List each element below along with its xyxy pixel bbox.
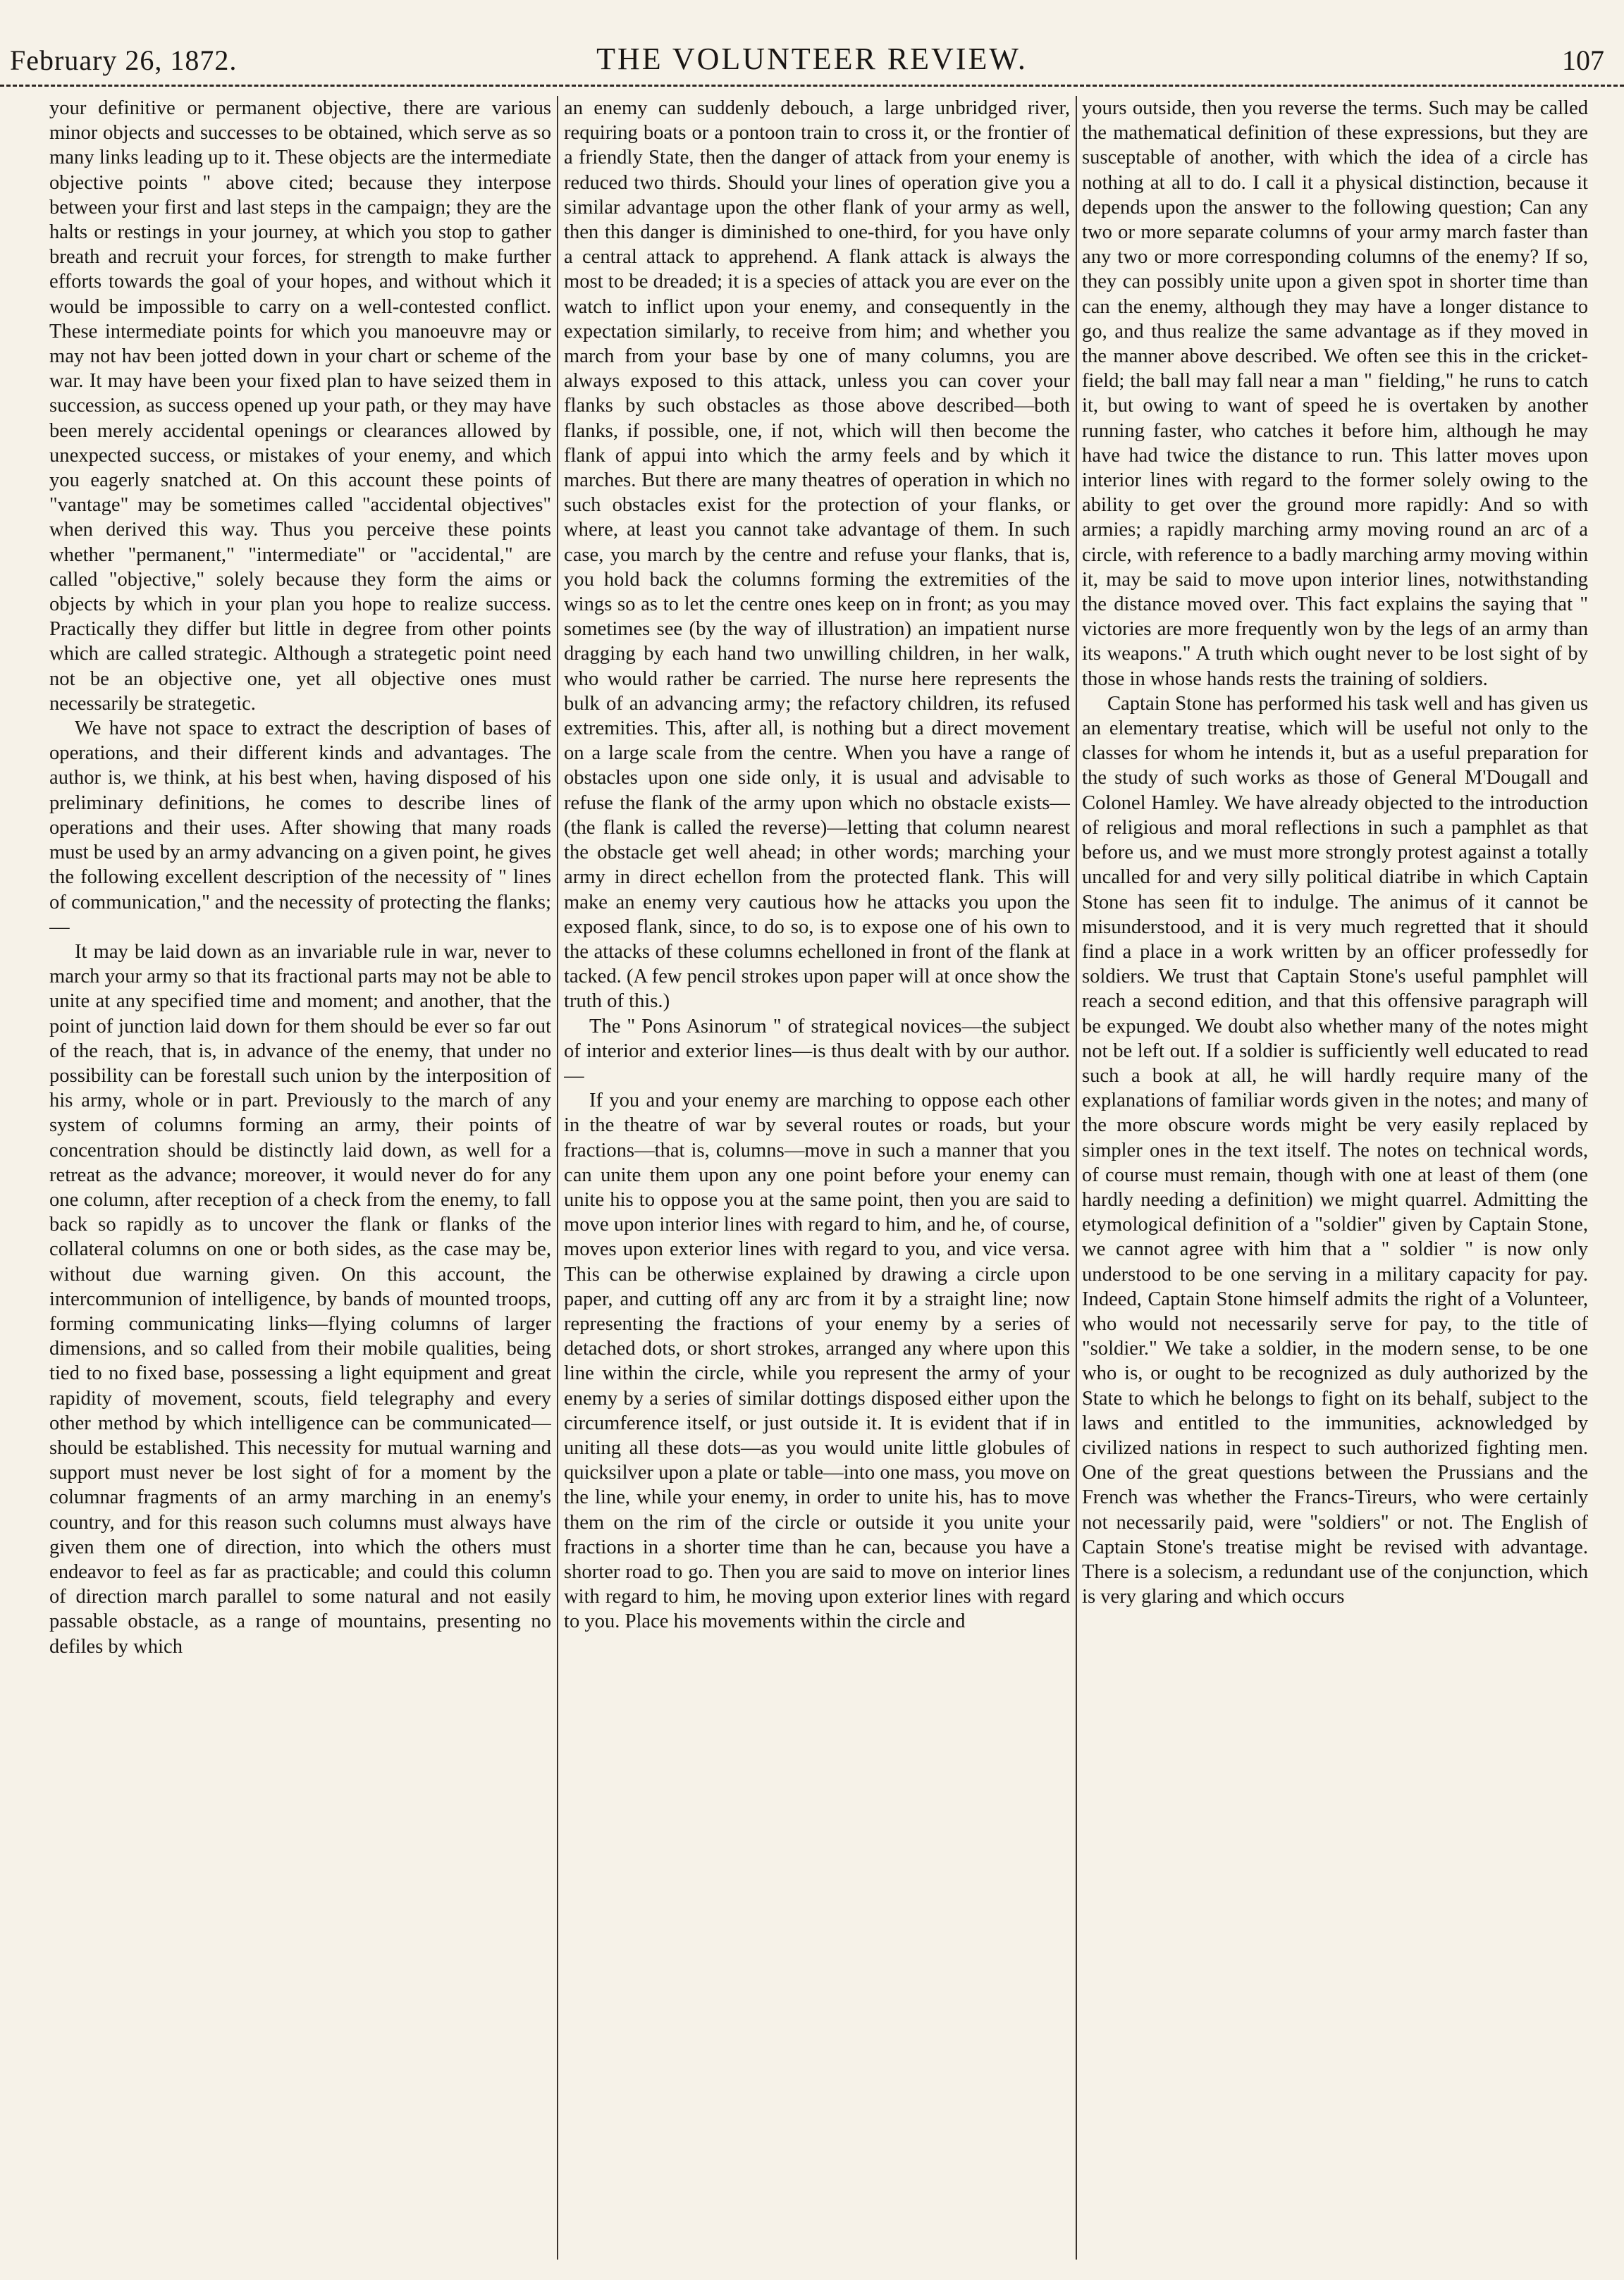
publication-title: THE VOLUNTEER REVIEW.	[596, 42, 1028, 76]
article-columns	[0, 96, 1624, 2260]
paragraph: your definitive or permanent objective, there are various minor objects and successes to be obtained, which serve as so many links leading up to it. These objects are the intermediate objective points " above cited; because they interpose between your first and last steps in the campaign; they are the halts or restings in your journey, at which you stop to gather breath and recruit your forces, for strength to make further efforts towards the goal of your hopes, and without which it would be impossible to carry on a well-contested conflict. These intermediate points for which you manoeuvre may or may not hav been jotted down in your chart or scheme of the war. It may have been your fixed plan to have seized them in succession, as success opened up your path, or they may have been merely accidental openings or clearances allowed by unexpected success, or mistakes of your enemy, and which you eagerly snatched at. On this account these points of "vantage" may be sometimes called "accidental objectives" when derived this way. Thus you perceive these points whether "permanent," "intermediate" or "accidental," are called "objective," solely because they form the aims or objects by which in your plan you hope to realize success. Practically they differ but little in degree from other points which are called strategic. Although a strategetic point need not be an objective one, yet all objective ones must necessarily be strategetic.	[49, 97, 551, 715]
column-divider	[557, 96, 558, 2260]
paragraph: The " Pons Asinorum " of strategical novices—the subject of interior and exterior lines—is thus dealt with by our author. —	[564, 1015, 1070, 1087]
paragraph: We have not space to extract the description of bases of operations, and their different kinds and advantages. The author is, we think, at his best when, having disposed of his preliminary definitions, he comes to describe lines of operations and their uses. After showing that many roads must be used by an army advancing on a given point, he gives the following excellent description of the necessity of " lines of communication," and the necessity of protecting the flanks;—	[49, 717, 551, 938]
column-divider	[1076, 96, 1077, 2260]
header-rule	[0, 85, 1624, 87]
page-header	[0, 31, 1624, 87]
column-3	[1082, 96, 1588, 2260]
column-2	[564, 96, 1070, 2260]
paragraph: an enemy can suddenly debouch, a large unbridged river, requiring boats or a pontoon train to cross it, or the frontier of a friendly State, then the danger of attack from your enemy is reduced two thirds. Should your lines of operation give you a similar advantage upon the other flank of your army as well, then this danger is diminished to one-third, for you have only a central attack to apprehend. A flank attack is always the most to be dreaded; it is a species of attack you are ever on the watch to inflict upon your enemy, and consequently in the expectation similarly, to receive from him; and whether you march from your base by one of many columns, you are always exposed to this attack, unless you can cover your flanks by such obstacles as those above described—both flanks, if possible, one, if not, which will then become the flank of appui into which the army feels and by which it marches. But there are many theatres of operation in which no such obstacles exist for the protection of your flanks, or where, at least you cannot take advantage of them. In such case, you march by the centre and refuse your flanks, that is, you hold back the columns forming the extremities of the wings so as to let the centre ones keep on in front; as you may sometimes see (by the way of illustration) an impatient nurse dragging by each hand two unwilling children, in her walk, who would rather be carried. The nurse here represents the bulk of an advancing army; the refactory children, its refused extremities. This, after all, is nothing but a direct movement on a large scale from the centre. When you have a range of obstacles upon one side only, it is usual and advisable to refuse the flank of the army upon which no obstacle exists—(the flank is called the reverse)—letting that column nearest the obstacle get well ahead; in other words; marching your army in direct echellon from the protected flank. This will make an enemy very cautious how he attacks you upon the exposed flank, since, to do so, is to expose one of his own to the attacks of these columns echelloned in front of the flank at tacked. (A few pencil strokes upon paper will at once show the truth of this.)	[564, 97, 1070, 1013]
issue-date: February 26, 1872.	[10, 44, 238, 76]
paragraph: Captain Stone has performed his task well and has given us an elementary treatise, which will be useful not only to the classes for whom he intends it, but as a useful preparation for the study of such works as those of General M'Dougall and Colonel Hamley. We have already objected to the introduction of religious and moral reflections in such a pamphlet as that before us, and we must more strongly protest against a totally uncalled for and very silly political diatribe in which Captain Stone has seen fit to indulge. The animus of it cannot be misunderstood, and it is very much regretted that it should find a place in a work written by an officer professedly for soldiers. We trust that Captain Stone's useful pamphlet will reach a second edition, and that this offensive paragraph will be expunged. We doubt also whether many of the notes might not be left out. If a soldier is sufficiently well educated to read such a book at all, he will hardly require many of the explanations of familiar words given in the notes; and many of the more obscure words might be very easily replaced by simpler ones in the text itself. The notes on technical words, of course must remain, though with one at least of them (one hardly needing a definition) we might quarrel. Admitting the etymological definition of a "soldier" given by Captain Stone, we cannot agree with him that a " soldier " is now only understood to be one serving in a military capacity for pay. Indeed, Captain Stone himself admits the right of a Volunteer, who would not necessarily serve for pay, to the title of "soldier." We take a soldier, in the modern sense, to be one who is, or ought to be recognized as duly authorized by the State to which he belongs to fight on its behalf, subject to the laws and entitled to the immunities, acknowledged by civilized nations in respect to such authorized fighting men. One of the great questions between the Prussians and the French was whether the Francs-Tireurs, who were certainly not necessarily paid, were "soldiers" or not. The English of Captain Stone's treatise might be revised with advantage. There is a solecism, a redundant use of the conjunction, which is very glaring and which occurs	[1082, 692, 1588, 1608]
quoted-paragraph: If you and your enemy are marching to oppose each other in the theatre of war by several routes or roads, but your fractions—that is, columns—move in such a manner that you can unite them upon any one point before your enemy can unite his to oppose you at the same point, then you are said to move upon interior lines with regard to him, and he, of course, moves upon exterior lines with regard to you, and vice versa. This can be otherwise explained by drawing a circle upon paper, and cutting off any arc from it by a straight line; now representing the fractions of your enemy by a series of detached dots, or short strokes, arranged any where upon this line within the circle, while you represent the army of your enemy by a series of similar dottings disposed either upon the circumference itself, or just outside it. It is evident that if in uniting all these dots—as you would unite little globules of quicksilver upon a plate or table—into one mass, you move on the line, while your enemy, in order to unite his, has to move them on the rim of the circle or outside it you unite your fractions in a shorter time than he can, because you have a shorter road to go. Then you are said to move on interior lines with regard to him, he moving upon exterior lines with regard to you. Place his movements within the circle and	[564, 1090, 1070, 1633]
column-1	[49, 96, 551, 2260]
page-number: 107	[1562, 44, 1604, 76]
paragraph: yours outside, then you reverse the terms. Such may be called the mathematical definition of these expressions, but they are susceptable of another, with which the idea of a circle has nothing at all to do. I call it a physical distinction, because it depends upon the answer to the following question; Can any two or more separate columns of your army march faster than any two or more corresponding columns of the enemy? If so, they can possibly unite upon a given spot in shorter time than can the enemy, although they may have a longer distance to go, and thus realize the same advantage as if they moved in the manner above described. We often see this in the cricket-field; the ball may fall near a man " fielding," he runs to catch it, but owing to want of speed he is overtaken by another running faster, who catches it before him, although he may have had twice the distance to run. This latter moves upon interior lines with regard to the former solely owing to the ability to get over the ground more rapidly: And so with armies; a rapidly marching army moving round an arc of a circle, with reference to a badly marching army moving within it, may be said to move upon interior lines, notwithstanding the distance moved over. This fact explains the saying that " victories are more frequently won by the legs of an army than its weapons." A truth which ought never to be lost sight of by those in whose hands rests the training of soldiers.	[1082, 97, 1588, 690]
quoted-paragraph: It may be laid down as an invariable rule in war, never to march your army so that its fractional parts may not be able to unite at any specified time and moment; and another, that the point of junction laid down for them should be ever so far out of the reach, that is, in advance of the enemy, that under no possibility can be forestall such union by the interposition of his army, whole or in part. Previously to the march of any system of columns forming an army, their points of concentration should be distinctly laid down, as well for a retreat as the advance; moreover, it would never do for any one column, after reception of a check from the enemy, to fall back so rapidly as to uncover the flank or flanks of the collateral columns on one or both sides, as the case may be, without due warning given. On this account, the intercommunion of intelligence, by bands of mounted troops, forming communicating links—flying columns of larger dimensions, and so called from their mobile qualities, being tied to no fixed base, possessing a light equipment and great rapidity of movement, scouts, field telegraphy and every other method by which intelligence can be communicated—should be established. This necessity for mutual warning and support must never be lost sight of for a moment by the columnar fragments of an army marching in an enemy's country, and for this reason such columns must always have given them one of direction, into which the others must endeavor to feel as far as practicable; and could this column of direction march parallel to some natural and not easily passable obstacle, as a range of mountains, presenting no defiles by which	[49, 940, 551, 1658]
